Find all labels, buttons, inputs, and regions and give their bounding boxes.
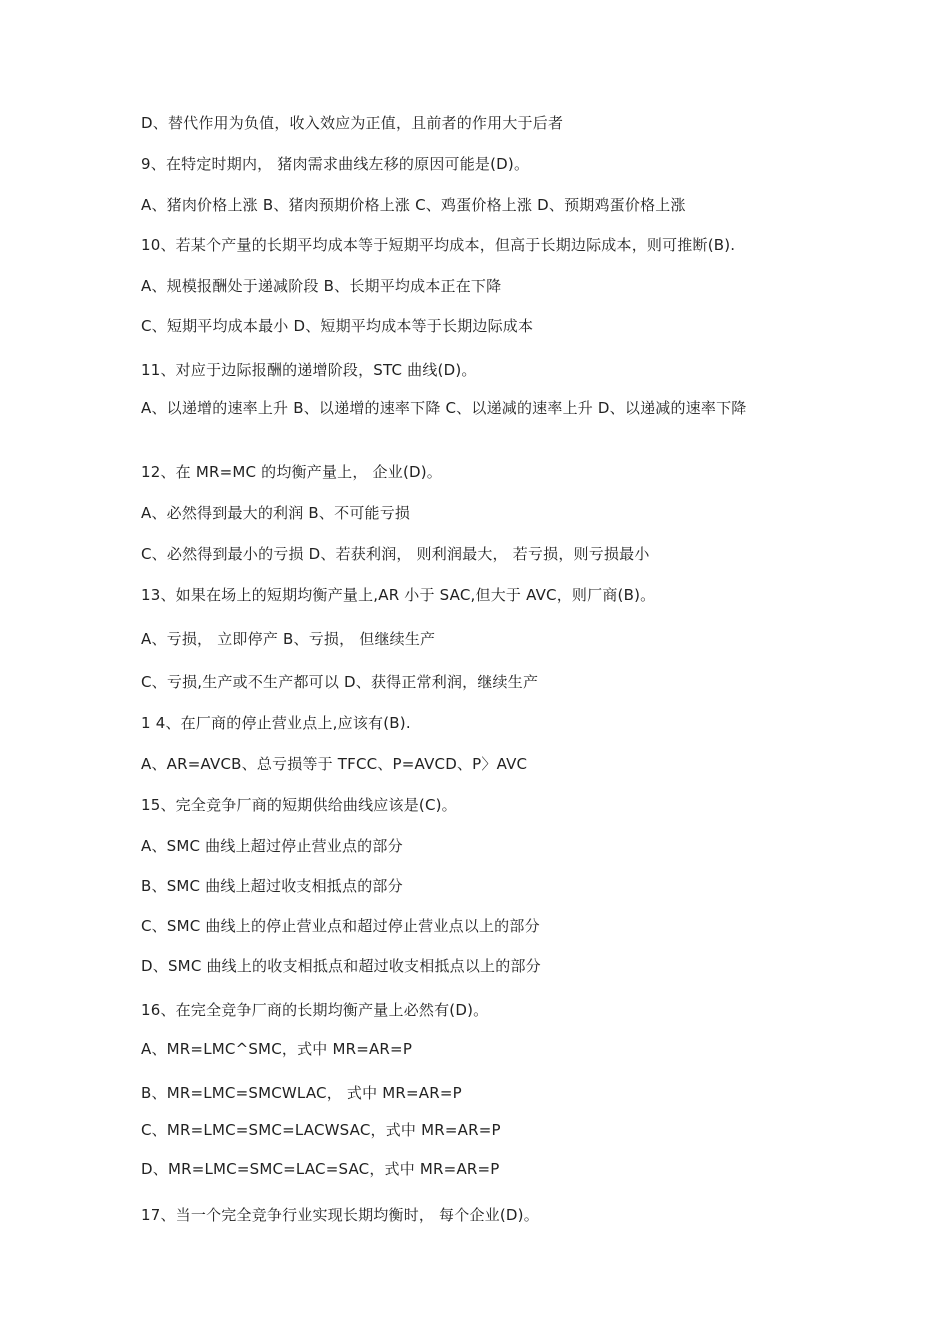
question-13: 13、如果在场上的短期均衡产量上,AR 小于 SAC,但大于 AVC，则厂商(B)。 [141, 586, 656, 604]
question-10: 10、若某个产量的长期平均成本等于短期平均成本，但高于长期边际成本，则可推断(B). [141, 236, 736, 254]
question-11: 11、对应于边际报酬的递增阶段，STC 曲线(D)。 [141, 361, 477, 379]
option-d-q16: D、MR=LMC=SMC=LAC=SAC，式中 MR=AR=P [141, 1160, 500, 1178]
question-9: 9、在特定时期内， 猪肉需求曲线左移的原因可能是(D)。 [141, 155, 530, 173]
options-q12-cd: C、必然得到最小的亏损 D、若获利润， 则利润最大， 若亏损，则亏损最小 [141, 545, 650, 563]
option-c-q16: C、MR=LMC=SMC=LACWSAC，式中 MR=AR=P [141, 1121, 501, 1139]
option-a-q16: A、MR=LMC^SMC，式中 MR=AR=P [141, 1040, 413, 1058]
question-15: 15、完全竞争厂商的短期供给曲线应该是(C)。 [141, 796, 457, 814]
options-q10-cd: C、短期平均成本最小 D、短期平均成本等于长期边际成本 [141, 317, 534, 335]
answer-option-d-q8: D、替代作用为负值，收入效应为正值，且前者的作用大于后者 [141, 114, 564, 132]
options-q14: A、AR=AVCB、总亏损等于 TFCC、P=AVCD、P〉AVC [141, 755, 528, 773]
options-q12-ab: A、必然得到最大的利润 B、不可能亏损 [141, 504, 411, 522]
question-14: 1 4、在厂商的停止营业点上,应该有(B). [141, 714, 411, 732]
question-16: 16、在完全竞争厂商的长期均衡产量上必然有(D)。 [141, 1001, 489, 1019]
options-q11: A、以递增的速率上升 B、以递增的速率下降 C、以递减的速率上升 D、以递减的速率下降 [141, 399, 747, 417]
option-c-q15: C、SMC 曲线上的停止营业点和超过停止营业点以上的部分 [141, 917, 540, 935]
options-q13-ab: A、亏损， 立即停产 B、亏损， 但继续生产 [141, 630, 436, 648]
option-b-q15: B、SMC 曲线上超过收支相抵点的部分 [141, 877, 403, 895]
option-d-q15: D、SMC 曲线上的收支相抵点和超过收支相抵点以上的部分 [141, 957, 541, 975]
options-q13-cd: C、亏损,生产或不生产都可以 D、获得正常利润，继续生产 [141, 673, 539, 691]
options-q10-ab: A、规模报酬处于递减阶段 B、长期平均成本正在下降 [141, 277, 502, 295]
option-a-q15: A、SMC 曲线上超过停止营业点的部分 [141, 837, 403, 855]
question-17: 17、当一个完全竞争行业实现长期均衡时， 每个企业(D)。 [141, 1206, 539, 1224]
question-12: 12、在 MR=MC 的均衡产量上， 企业(D)。 [141, 463, 442, 481]
option-b-q16: B、MR=LMC=SMCWLAC， 式中 MR=AR=P [141, 1084, 462, 1102]
options-q9: A、猪肉价格上涨 B、猪肉预期价格上涨 C、鸡蛋价格上涨 D、预期鸡蛋价格上涨 [141, 196, 686, 214]
